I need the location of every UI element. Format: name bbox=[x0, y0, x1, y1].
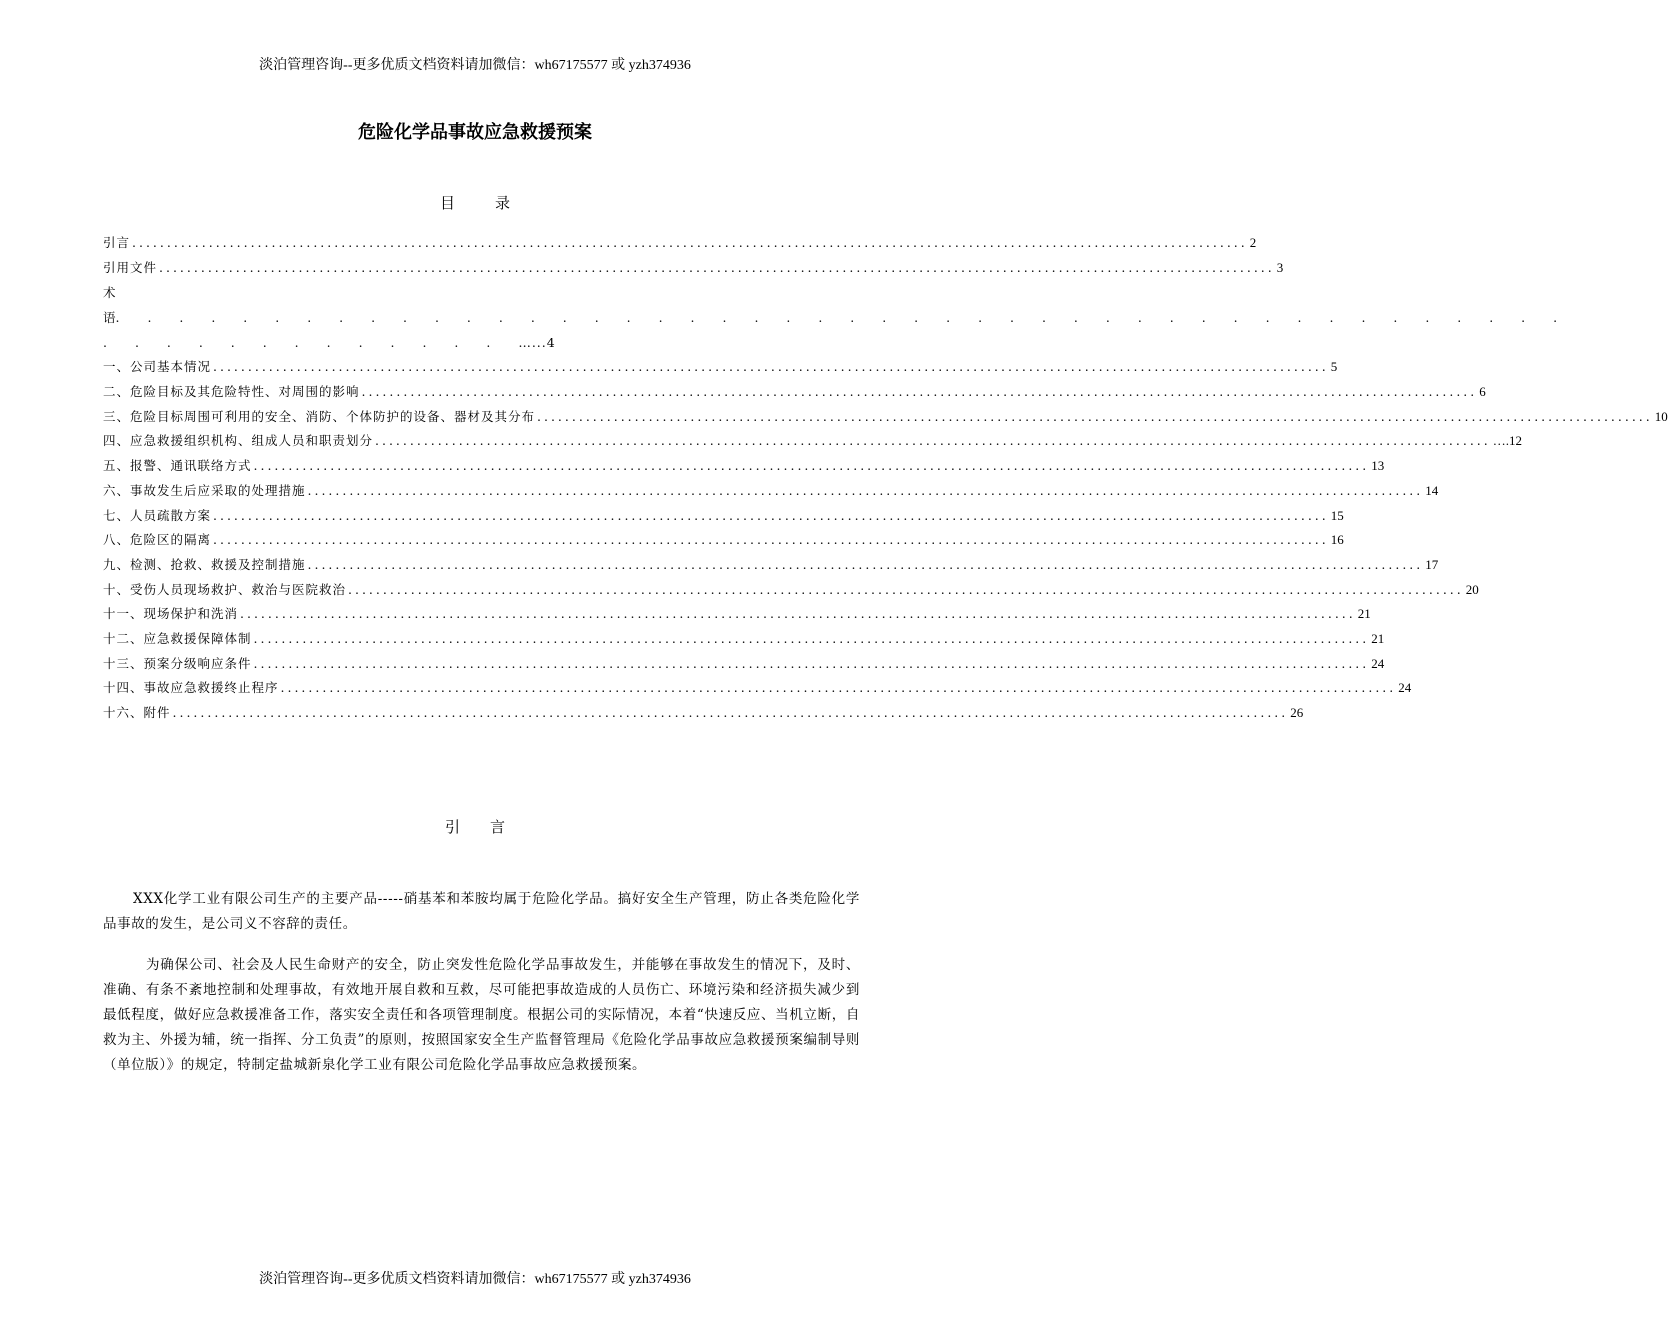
toc-leader-dots bbox=[254, 652, 1370, 677]
toc-entry-label: 七、人员疏散方案 bbox=[103, 507, 212, 523]
page-header: 淡泊管理咨询--更多优质文档资料请加微信：wh67175577 或 yzh374936 bbox=[259, 58, 691, 73]
toc-entry-label: 引言 bbox=[103, 235, 131, 250]
toc-entry[interactable] bbox=[103, 578, 1479, 603]
table-of-contents bbox=[103, 231, 1668, 726]
toc-leader-dots bbox=[173, 701, 1289, 726]
toc-leader-dots bbox=[254, 454, 1370, 479]
toc-entry-terms[interactable] bbox=[103, 280, 1570, 355]
toc-entry-continuation: . . . . . . . . . . . . . …...4 bbox=[103, 335, 556, 351]
toc-entry-page: 21 bbox=[1371, 630, 1385, 646]
toc-entry[interactable] bbox=[103, 454, 1385, 479]
toc-leader-dots bbox=[281, 676, 1397, 701]
toc-heading: 目录 bbox=[439, 194, 550, 212]
toc-entry[interactable] bbox=[103, 676, 1412, 701]
toc-leader-dots: . . . . . . . . . . . . . . . . . . . . . . . . . . . . . . . . . . . . . . . . . . . . . . bbox=[115, 310, 1570, 326]
toc-entry-page: 24 bbox=[1398, 680, 1412, 696]
toc-entry[interactable] bbox=[103, 380, 1486, 405]
toc-entry[interactable] bbox=[103, 528, 1344, 553]
toc-leader-dots bbox=[375, 429, 1491, 454]
intro-heading: 引言 bbox=[444, 818, 535, 836]
toc-entry-label: 五、报警、通讯联络方式 bbox=[103, 458, 252, 474]
toc-entry-label: 六、事故发生后应采取的处理措施 bbox=[103, 482, 306, 498]
intro-paragraph: 为确保公司、社会及人民生命财产的安全，防止突发性危险化学品事故发生，并能够在事故发生的情况下，及时、准确、有条不紊地控制和处理事故，有效地开展自救和互救，尽可能把事故造成的人员伤亡、环境污染和经济损失减少到最低程度，做好应急救援准备工作，落实安全责任和各项管理制度。根据公司的实际情况，本着“快速反应、当机立断，自救为主、外援为辅，统一指挥、分工负责”的原则，按照国家安全生产监督管理局《危险化学品事故应急救援预案编制导则（单位版）》的规定，特制定盐城新泉化学工业有限公司危险化学品事故应急救援预案。 bbox=[103, 957, 860, 1073]
toc-leader-dots bbox=[213, 355, 1329, 380]
toc-leader-dots bbox=[308, 479, 1424, 504]
toc-entry-page: 5 bbox=[1330, 359, 1338, 375]
toc-entry-label: 引用文件 bbox=[103, 259, 158, 275]
toc-entry-label-part2-text: 语 bbox=[103, 310, 116, 326]
toc-entry-label: 十三、预案分级响应条件 bbox=[103, 655, 252, 671]
toc-entry-page: 17 bbox=[1425, 556, 1439, 572]
toc-entry-label: 四、应急救援组织机构、组成人员和职责划分 bbox=[103, 433, 374, 449]
toc-entry[interactable] bbox=[103, 256, 1284, 281]
toc-leader-dots bbox=[132, 231, 1248, 256]
toc-entry-page: 14 bbox=[1425, 482, 1439, 498]
toc-leader-dots bbox=[213, 504, 1329, 529]
toc-leader-dots bbox=[308, 553, 1424, 578]
toc-entry-label: 十一、现场保护和洗消 bbox=[103, 606, 239, 622]
toc-entry-page: 2 bbox=[1249, 235, 1257, 250]
toc-entry[interactable] bbox=[103, 355, 1338, 380]
page-footer: 淡泊管理咨询--更多优质文档资料请加微信：wh67175577 或 yzh374936 bbox=[259, 1272, 691, 1287]
toc-entry-page: 24 bbox=[1371, 655, 1385, 671]
toc-entry-page: 15 bbox=[1330, 507, 1344, 523]
toc-leader-dots bbox=[213, 528, 1329, 553]
toc-entry-page: 6 bbox=[1479, 384, 1486, 400]
toc-entry-label-part1: 术 bbox=[103, 285, 116, 301]
toc-entry-label: 八、危险区的隔离 bbox=[103, 532, 212, 548]
toc-leader-dots bbox=[159, 256, 1275, 281]
toc-entry[interactable] bbox=[103, 602, 1371, 627]
toc-entry[interactable] bbox=[103, 504, 1344, 529]
toc-entry-page: 4 bbox=[546, 335, 556, 351]
toc-entry-label: 九、检测、抢救、救援及控制措施 bbox=[103, 556, 306, 572]
toc-leader-dots bbox=[254, 627, 1370, 652]
toc-entry-page: 13 bbox=[1371, 458, 1385, 474]
toc-entry-page: 10 bbox=[1654, 408, 1668, 424]
toc-entry-page: 26 bbox=[1290, 705, 1304, 720]
toc-entry-label-part2 bbox=[103, 305, 1570, 330]
toc-entry[interactable] bbox=[103, 231, 1257, 256]
toc-entry[interactable] bbox=[103, 627, 1385, 652]
toc-entry[interactable] bbox=[103, 429, 1523, 454]
toc-entry-label: 十六、附件 bbox=[103, 705, 171, 720]
toc-entry-label: 三、危险目标周围可利用的安全、消防、个体防护的设备、器材及其分布 bbox=[103, 408, 536, 424]
toc-entry-label: 二、危险目标及其危险特性、对周围的影响 bbox=[103, 384, 360, 400]
toc-leader-dots bbox=[240, 602, 1356, 627]
document-title: 危险化学品事故应急救援预案 bbox=[358, 122, 592, 143]
toc-entry-page: ….12 bbox=[1492, 433, 1523, 449]
toc-entry-label: 十四、事故应急救援终止程序 bbox=[103, 680, 279, 696]
toc-entry-label: 十二、应急救援保障体制 bbox=[103, 630, 252, 646]
toc-entry-page: 20 bbox=[1465, 581, 1479, 597]
toc-entry[interactable] bbox=[103, 405, 1668, 430]
toc-entry[interactable] bbox=[103, 652, 1385, 677]
toc-leader-dots bbox=[537, 405, 1653, 430]
toc-entry[interactable] bbox=[103, 701, 1304, 726]
toc-entry[interactable] bbox=[103, 479, 1439, 504]
toc-entry-page: 21 bbox=[1357, 606, 1371, 622]
intro-paragraph: XXX化学工业有限公司生产的主要产品-----硝基苯和苯胺均属于危险化学品。搞好安全生产管理，防止各类危险化学品事故的发生，是公司义不容辞的责任。 bbox=[103, 891, 860, 932]
toc-leader-dots bbox=[348, 578, 1464, 603]
toc-entry-tail: …... bbox=[518, 335, 547, 351]
toc-entry-label: 一、公司基本情况 bbox=[103, 359, 212, 375]
toc-entry-label: 十、受伤人员现场救护、救治与医院救治 bbox=[103, 581, 347, 597]
toc-leader-dots bbox=[362, 380, 1478, 405]
toc-entry-page: 3 bbox=[1276, 259, 1284, 275]
toc-entry-page: 16 bbox=[1330, 532, 1344, 548]
toc-entry[interactable] bbox=[103, 553, 1439, 578]
